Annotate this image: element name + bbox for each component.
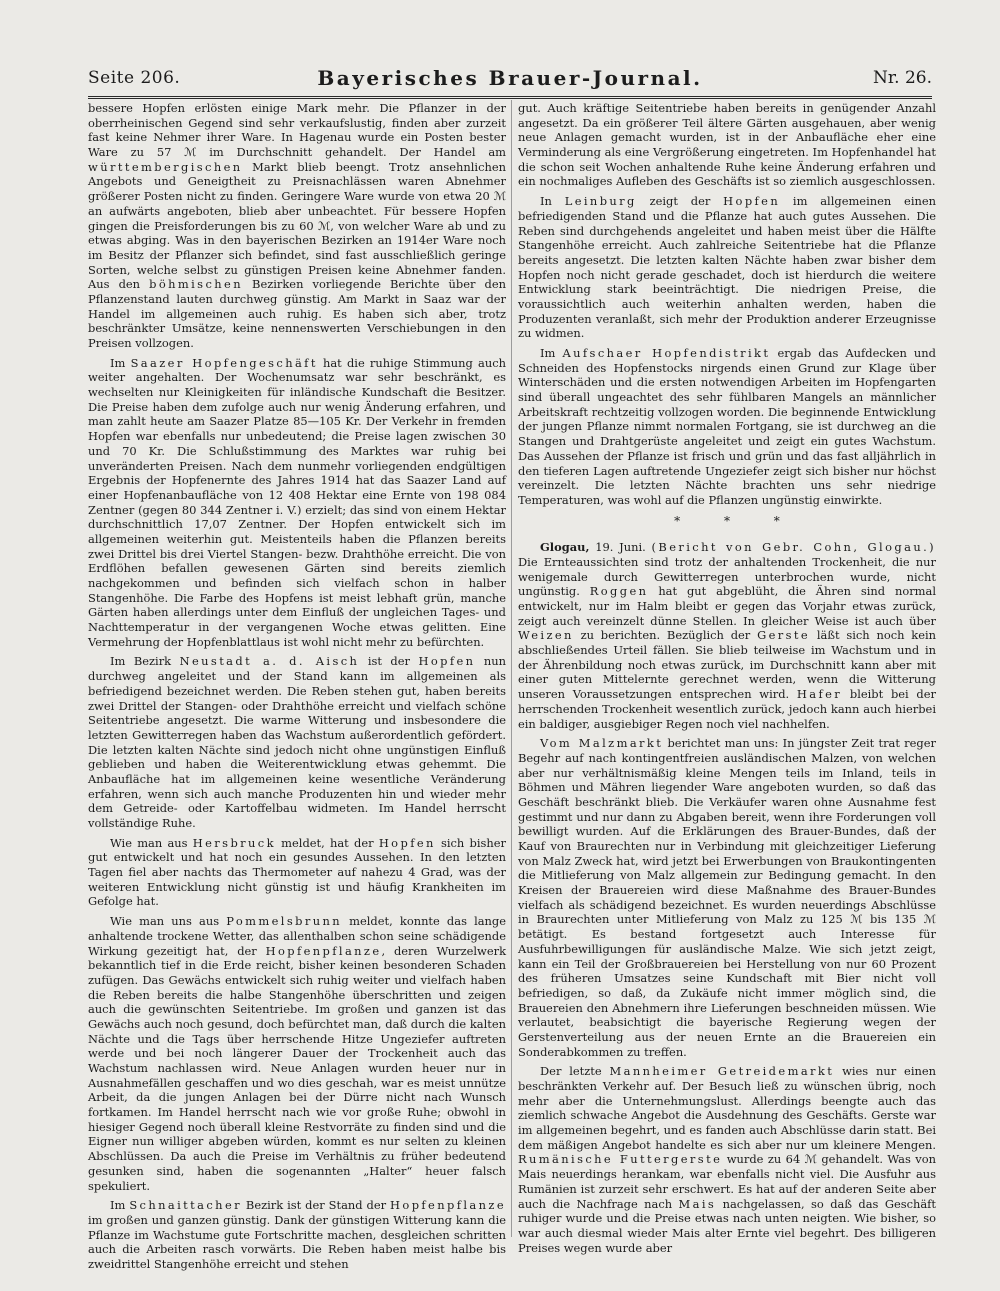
- paragraph-left-3: Im Bezirk Neustadt a. d. Aisch ist der Hopfen nun durchweg angeleitet und der Stand kann im allgemeinen als befriedigend bezeichnet werden. Die Reben stehen gut, haben bereits zwei Drittel der Stangen- oder Drahthöhe erreicht und vielfach schöne Seitentriebe angesetzt. Die warme Witterung und insbesondere die letzten Gewitterregen haben das Wachstum außerordentlich gefördert. Die letzten kalten Nächte sind jedoch nicht ohne ungünstigen Einfluß geblieben und haben die Weiterentwicklung etwas gehemmt. Die Anbaufläche hat im allgemeinen keine wesentliche Veränderung erfahren, wenn sich auch manche Produzenten hin und wieder mehr dem Getreide- oder Kartoffelbau widmeten. Im Handel herrscht vollständige Ruhe.: [88, 654, 506, 830]
- journal-title: Bayerisches Brauer-Journal.: [317, 66, 703, 90]
- left-column: [88, 101, 507, 1271]
- column-divider: [511, 100, 512, 1237]
- issue-number: Nr. 26.: [873, 68, 932, 88]
- paragraph-left-6: Im Schnaittacher Bezirk ist der Stand der Hopfenpflanze im großen und ganzen günstig. Dank der günstigen Witterung kann die Pflanze im Wachstume gute Fortschritte machen, desgleichen schritten auch die Arbeiten rasch vorwärts. Die Reben haben meist halbe bis zweidrittel Stangenhöhe erreicht und stehen: [88, 1198, 506, 1271]
- right-column: [518, 101, 937, 1255]
- paragraph-left-2: Im Saazer Hopfengeschäft hat die ruhige Stimmung auch weiter angehalten. Der Wochenumsatz war sehr beschränkt, es wechselten nur Kleinigkeiten für inländische Kundschaft die Besitzer. Die Preise haben dem zufolge auch nur wenig Änderung erfahren, und man zahlt heute am Saazer Platze 85—105 Kr. Der Verkehr in fremden Hopfen war ebenfalls nur unbedeutend; die Preise lagen zwischen 30 und 70 Kr. Die Schlußstimmung des Marktes war ruhig bei unveränderten Preisen. Nach dem nunmehr vorliegenden endgültigen Ergebnis der Hopfenernte des Jahres 1914 hat das Saazer Land auf einer Hopfenanbaufläche von 12 408 Hektar eine Ernte von 198 084 Zentner (gegen 80 344 Zentner i. V.) erzielt; das sind von einem Hektar durchschnittlich 17,07 Zentner. Der Hopfen entwickelt sich im allgemeinen weiterhin gut. Meistenteils haben die Pflanzen bereits zwei Drittel bis drei Viertel Stangen- bezw. Drahthöhe erreicht. Die von Erdflöhen befallen gewesenen Gärten sind bereits ziemlich nachgekommen und befinden sich vielfach schon in halber Stangenhöhe. Die Farbe des Hopfens ist meist lebhaft grün, manche Gärten haben allerdings unter dem Einfluß der ungleichen Tages- und Nachttemperatur in der vergangenen Woche etwas gelitten. Eine Vermehrung der Hopfenblattlaus ist wohl nicht mehr zu befürchten.: [88, 355, 506, 649]
- paragraph-right-6: Der letzte Mannheimer Getreidemarkt wies nur einen beschränkten Verkehr auf. Der Besuch ließ zu wünschen übrig, noch mehr aber die Unternehmungslust. Allerdings beengte auch das ziemlich schwache Angebot die Ausdehnung des Geschäfts. Gerste war im allgemeinen begehrt, und es fanden auch Abschlüsse darin statt. Bei dem mäßigen Angebot handelte es sich aber nur um kleinere Mengen. Rumänische Futtergerste wurde zu 64 ℳ gehandelt. Was von Mais neuerdings herankam, war ebenfalls nicht viel. Die Ausfuhr aus Rumänien ist zurzeit sehr erschwert. Es hat auf der anderen Seite aber auch die Nachfrage nach Mais nachgelassen, so daß das Geschäft ruhiger wurde und die Preise etwas nach unten neigten. Wie bisher, so war auch diesmal wieder Mais alter Ernte viel begehrt. Des billigeren Preises wegen wurde aber: [518, 1064, 937, 1255]
- page-number: Seite 206.: [88, 68, 181, 88]
- paragraph-right-2: In Leinburg zeigt der Hopfen im allgemeinen einen befriedigenden Stand und die Pflanze hat auch gutes Aussehen. Die Reben sind durchgehends angeleitet und haben meist über die Hälfte Stangenhöhe erreicht. Auch zahlreiche Seitentriebe hat die Pflanze bereits angesetzt. Die letzten kalten Nächte haben zwar bisher dem Hopfen noch nicht gerade geschadet, doch ist hierdurch die weitere Entwicklung stark beeinträchtigt. Die niedrigen Preise, die voraussichtlich auch weiterhin anhalten werden, haben die Produzenten veranlaßt, sich mehr der Produktion anderer Erzeugnisse zu widmen.: [518, 194, 936, 341]
- paragraph-left-5: Wie man uns aus Pommelsbrunn meldet, konnte das lange anhaltende trockene Wetter, das allenthalben schon seine schädigende Wirkung gezeitigt hat, der Hopfenpflanze, deren Wurzelwerk bekanntlich tief in die Erde reicht, bisher keinen besonderen Schaden zufügen. Das Gewächs entwickelt sich ruhig weiter und vielfach haben die Reben bereits die halbe Stangenhöhe überschritten und zeigen auch die gewünschten Seitentriebe. Im großen und ganzen ist das Gewächs auch noch gesund, doch befürchtet man, daß durch die kalten Nächte und die Tags über herrschende Hitze Ungeziefer auftreten werde und bei noch längerer Dauer der Trockenheit auch das Wachstum nachlassen wird. Neue Anlagen wurden heuer nur in Ausnahmefällen geschaffen und wo dies geschah, war es meist unnütze Arbeit, da die jungen Anlagen bei der Dürre nicht nach Wunsch fortkamen. Im Handel herrscht nach wie vor große Ruhe; obwohl in hiesiger Gegend noch überall kleine Restvorräte zu finden sind und die Eigner nun williger abgeben würden, kommt es nur selten zu kleinen Abschlüssen. Da auch die Preise im Verhältnis zu früher bedeutend gesunken sind, haben die sogenannten „Halter“ heuer falsch spekuliert.: [88, 914, 507, 1193]
- paragraph-left-1: bessere Hopfen erlösten einige Mark mehr. Die Pflanzer in der oberrheinischen Gegend sind sehr verkaufslustig, finden aber zurzeit fast keine Nehmer ihrer Ware. In Hagenau wurde ein Posten bester Ware zu 57 ℳ im Durchschnitt gehandelt. Der Handel am württembergischen Markt blieb beengt. Trotz ansehnlichen Angebots und Geneigtheit zu Preisnachlässen waren Abnehmer größerer Posten nicht zu finden. Geringere Ware wurde von etwa 20 ℳ an aufwärts angeboten, blieb aber unbeachtet. Für bessere Hopfen gingen die Preisforderungen bis zu 60 ℳ, von welcher Ware ab und zu etwas abging. Was in den bayerischen Bezirken an 1914er Ware noch im Besitz der Pflanzer sich befindet, sind fast ausschließlich geringe Sorten, welche selbst zu günstigen Preisen keine Abnehmer fanden. Aus den böhmischen Bezirken vorliegende Berichte über den Pflanzenstand lauten durchweg günstig. Am Markt in Saaz war der Handel im allgemeinen auch ruhig. Es haben sich aber, trotz beschränkter Umsätze, keine nennenswerten Verschiebungen in den Preisen vollzogen.: [88, 101, 506, 350]
- paragraph-right-5: Vom Malzmarkt berichtet man uns: In jüngster Zeit trat reger Begehr auf nach kontingentfreien ausländischen Malzen, von welchen aber nur verhältnismäßig kleine Mengen teils im Inland, teils in Böhmen und Mähren liegender Ware angeboten wurden, so daß das Geschäft beschränkt blieb. Die Verkäufer waren ohne Ausnahme fest gestimmt und nur dann zu Abgaben bereit, wenn ihre Forderungen voll bewilligt wurden. Auf die Erklärungen des Brauer-Bundes, daß der Kauf von Braurechten nur in Verbindung mit gleichzeitiger Lieferung von Malz Zweck hat, wird jetzt bei Erwerbungen von Braukontingenten die Mitlieferung von Malz allgemein zur Bedingung gemacht. In den Kreisen der Brauereien wird diese Maßnahme des Brauer-Bundes vielfach als schädigend bezeichnet. Es wurden neuerdings Abschlüsse in Braurechten unter Mitlieferung von Malz zu 125 ℳ bis 135 ℳ betätigt. Es bestand fortgesetzt auch Interesse für Ausfuhrbewilligungen für ausländische Malze. Wie sich jetzt zeigt, kann ein Teil der Großbrauereien bei Herstellung von nur 60 Prozent des früheren Umsatzes seine Kundschaft mit Bier nicht voll befriedigen, so daß, da Zukäufe nicht immer möglich sind, die Brauereien den Abnehmern ihre Lieferungen beschneiden müssen. Wie verlautet, beabsichtigt die bayerische Regierung wegen der Gerstenverteilung aus der neuen Ernte an die Brauereien ein Sonderabkommen zu treffen.: [518, 736, 936, 1059]
- paragraph-left-4: Wie man aus Hersbruck meldet, hat der Hopfen sich bisher gut entwickelt und hat noch ein gesundes Aussehen. In den letzten Tagen fiel aber nachts das Thermometer auf nahezu 4 Grad, was der weiteren Entwicklung nicht günstig ist und häufig Krankheiten im Gefolge hat.: [88, 835, 506, 909]
- section-separator-stars: * * *: [674, 513, 780, 528]
- page-header: [88, 56, 932, 99]
- paragraph-right-4: Glogau, 19. Juni. (Bericht von Gebr. Cohn, Glogau.) Die Ernteaussichten sind trotz der anhaltenden Trockenheit, die nur wenigemale durch Gewitterregen unterbrochen wurde, nicht ungünstig. Roggen hat gut abgeblüht, die Ähren sind normal entwickelt, nur im Halm bleibt er gegen das Vorjahr etwas zurück, zeigt auch vereinzelt dünne Stellen. In gleicher Weise ist auch über Weizen zu berichten. Bezüglich der Gerste läßt sich noch kein abschließendes Urteil fällen. Sie blieb teilweise im Wachstum und in der Ährenbildung noch etwas zurück, im Durchschnitt kann aber mit einer guten Mittelernte gerechnet werden, wenn die Witterung unseren Voraussetzungen entsprechen wird. Hafer bleibt bei der herrschenden Trockenheit wesentlich zurück, jedoch kann auch hierbei ein baldiger, ausgiebiger Regen noch viel nachhelfen.: [518, 540, 937, 731]
- paragraph-right-1: gut. Auch kräftige Seitentriebe haben bereits in genügender Anzahl angesetzt. Da ein größerer Teil ältere Gärten ausgehauen, aber wenig neue Anlagen gemacht wurden, ist in der Anbaufläche eher eine Verminderung als eine Vergrößerung eingetreten. Im Hopfenhandel hat die schon seit Wochen anhaltende Ruhe keine Änderung erfahren und ein nochmaliges Aufleben des Geschäfts ist so ziemlich ausgeschlossen.: [518, 101, 936, 189]
- paragraph-right-3: Im Aufschaer Hopfendistrikt ergab das Aufdecken und Schneiden des Hopfenstocks nirgends einen Grund zur Klage über Winterschäden und die ersten notwendigen Arbeiten im Hopfengarten sind überall ungeachtet des sehr fühlbaren Mangels an männlicher Arbeitskraft rechtzeitig vollzogen worden. Die beginnende Entwicklung der jungen Pflanze nimmt normalen Fortgang, sie ist durchweg an die Stangen und Drahtgerüste angeleitet und zeigt ein gutes Wachstum. Das Aussehen der Pflanze ist frisch und grün und das fast alljährlich in den tieferen Lagen auftretende Ungeziefer zeigt sich bisher nur höchst vereinzelt. Die letzten Nächte brachten uns sehr niedrige Temperaturen, was wohl auf die Pflanzen ungünstig einwirkte.: [518, 346, 936, 507]
